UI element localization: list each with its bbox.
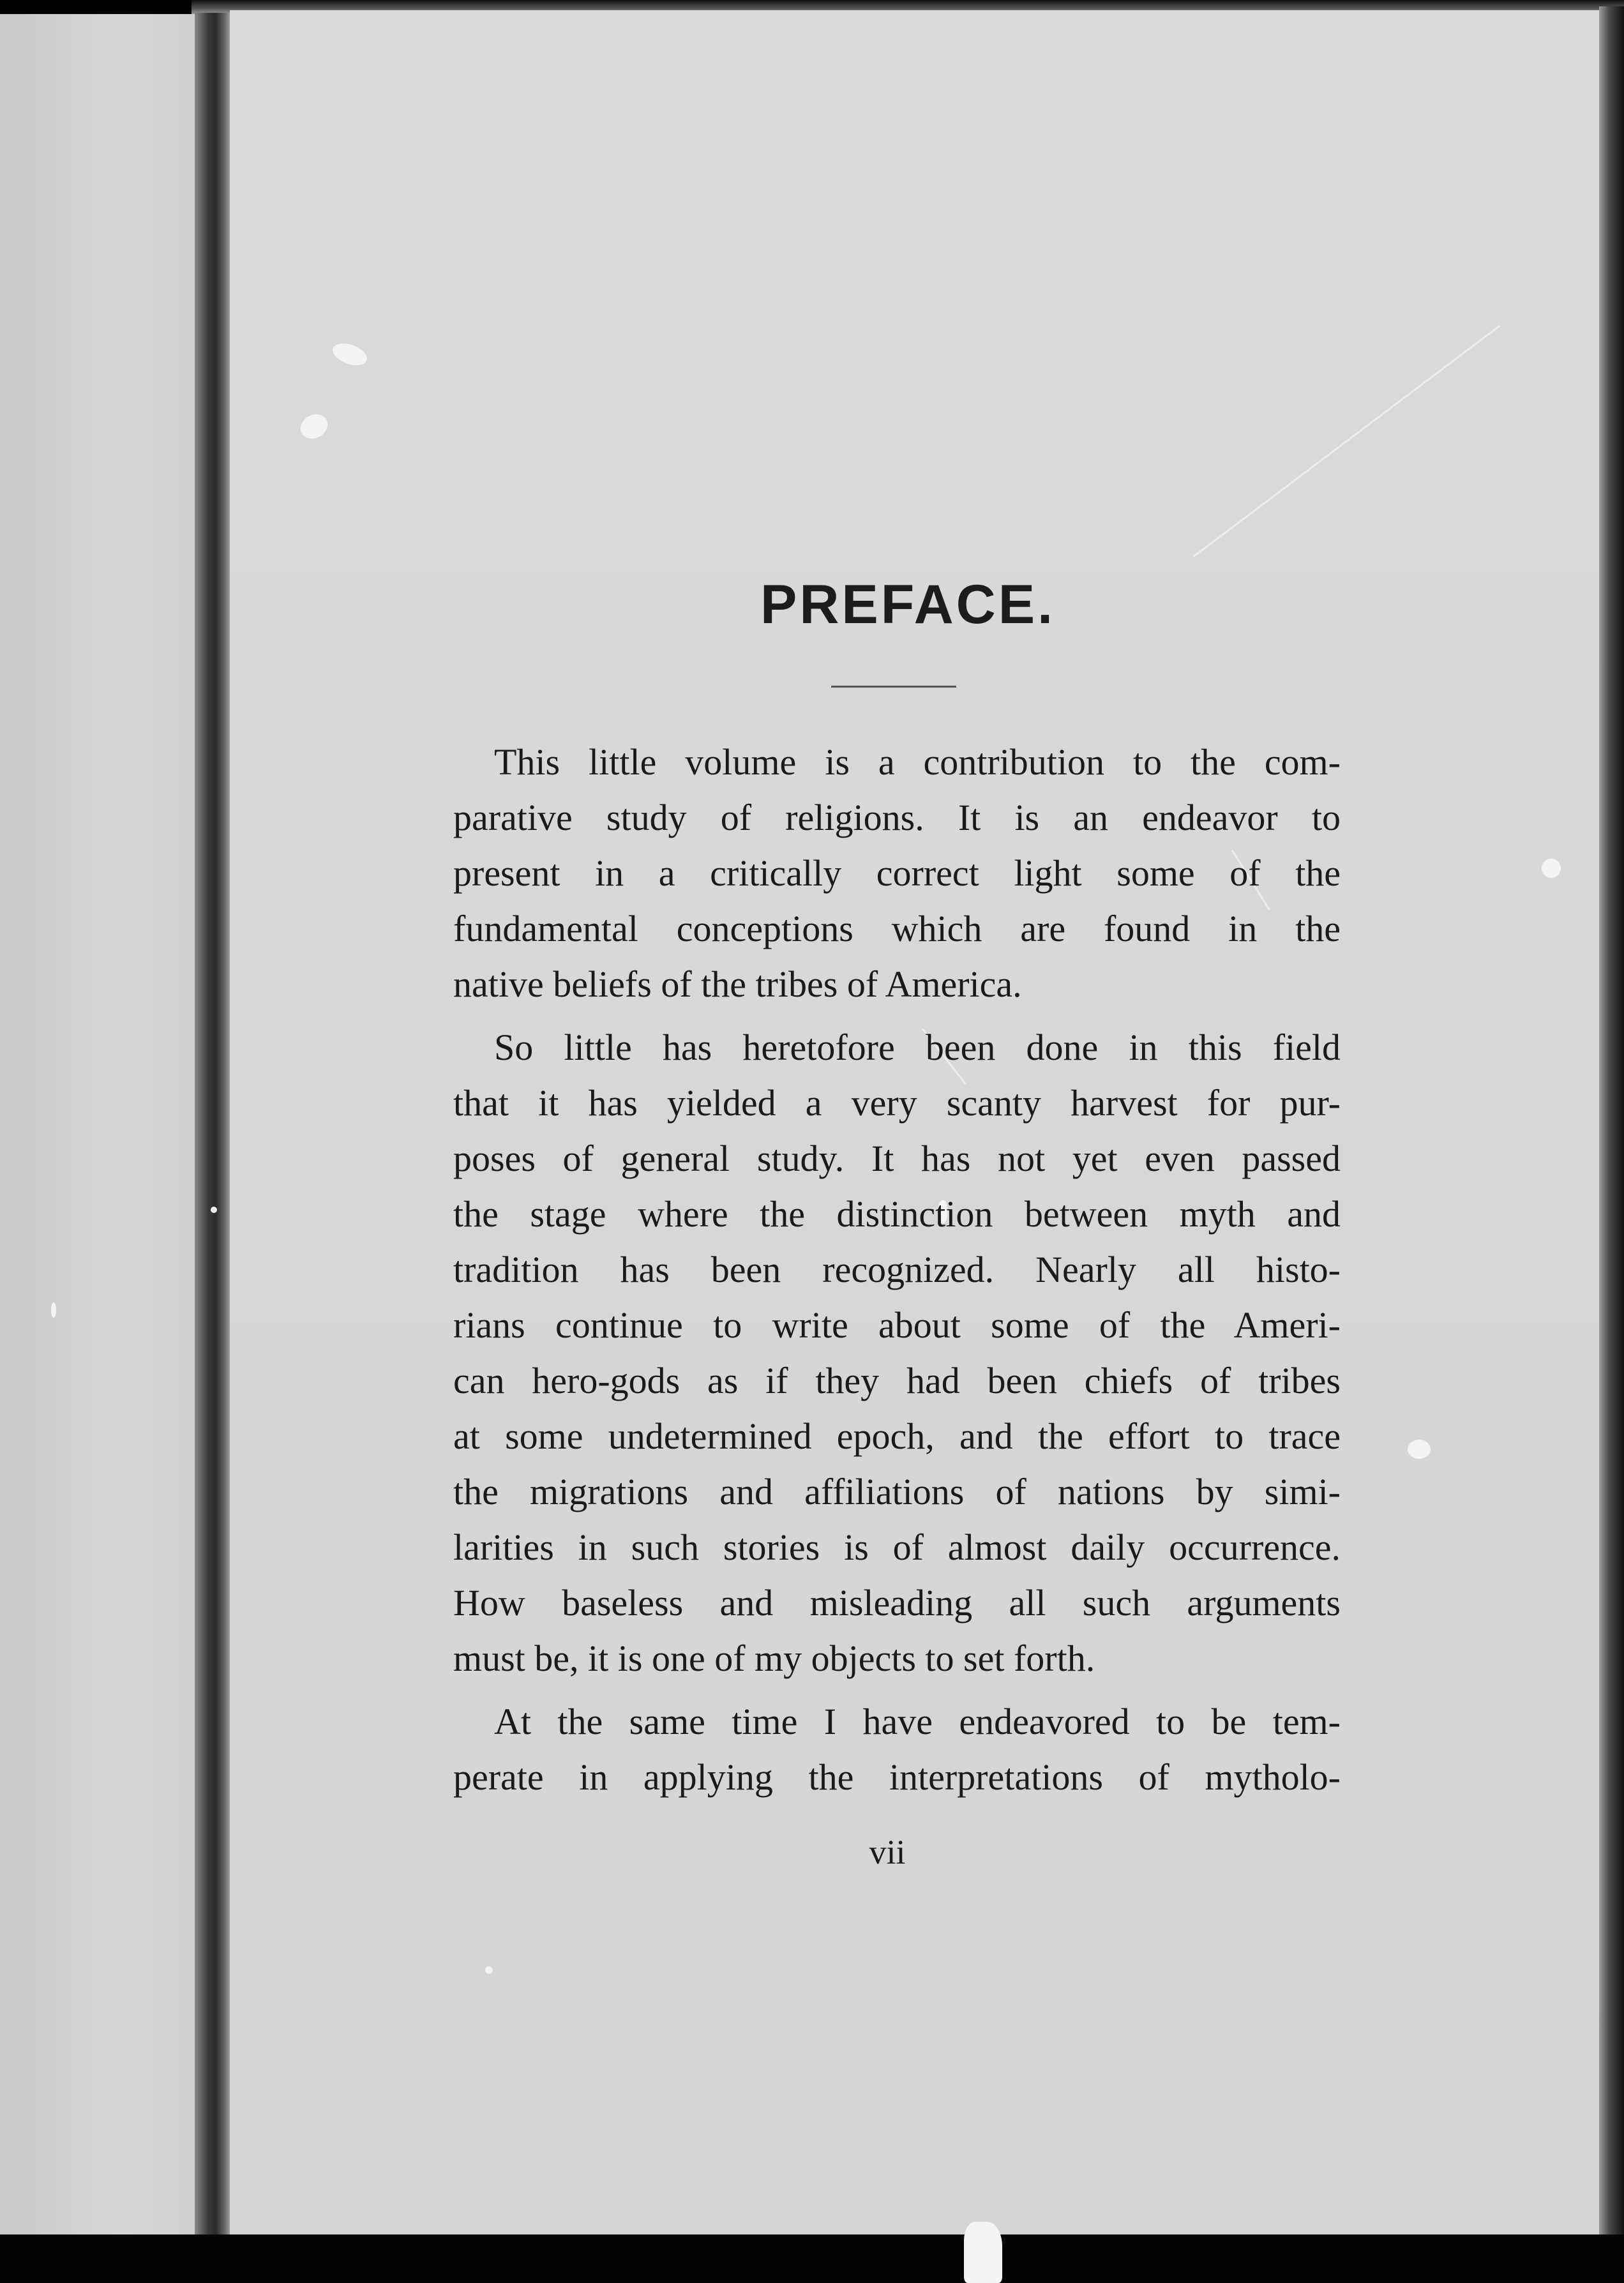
text-line: that it has yielded a very scanty harvest for pur- [453, 1082, 1341, 1124]
text-line: native beliefs of the tribes of America. [453, 963, 1022, 1005]
text-line: present in a critically correct light some of the [453, 852, 1341, 894]
text-line: must be, it is one of my objects to set forth. [453, 1638, 1095, 1679]
text-line: So little has heretofore been done in this field [494, 1027, 1341, 1068]
bottom-edge-shadow [0, 2234, 1624, 2283]
page-number: vii [869, 1833, 906, 1871]
dust-speck [1542, 859, 1561, 878]
text-line: At the same time I have endeavored to be tem- [494, 1701, 1341, 1742]
preface-body [453, 734, 1341, 1812]
dust-speck [211, 1207, 217, 1213]
facing-page-leaf [0, 14, 201, 2236]
book-gutter [195, 13, 233, 2238]
paragraph-2 [453, 1020, 1341, 1686]
paragraph-1 [453, 734, 1341, 1012]
text-line: perate in applying the interpretations of mytholo- [453, 1756, 1341, 1798]
text-line: larities in such stories is of almost daily occurrence. [453, 1526, 1341, 1568]
text-line: the migrations and affiliations of nations by simi- [453, 1471, 1341, 1512]
text-line: This little volume is a contribution to the com- [494, 741, 1341, 783]
text-line: at some undetermined epoch, and the effort to trace [453, 1415, 1341, 1457]
text-line: can hero-gods as if they had been chiefs of tribes [453, 1360, 1341, 1401]
dust-speck [1408, 1440, 1431, 1459]
text-line: poses of general study. It has not yet even passed [453, 1138, 1341, 1179]
text-line: the stage where the distinction between myth and [453, 1193, 1341, 1235]
page-title: PREFACE. [760, 574, 1056, 635]
dust-speck [51, 1302, 56, 1318]
paragraph-3 [453, 1694, 1341, 1805]
page-right-edge [1599, 6, 1624, 2241]
text-line: How baseless and misleading all such arguments [453, 1582, 1341, 1624]
dust-speck [485, 1966, 493, 1974]
dust-speck [964, 2222, 1002, 2283]
text-line: parative study of religions. It is an endeavor to [453, 797, 1341, 838]
title-rule [831, 686, 956, 688]
text-line: fundamental conceptions which are found in the [453, 908, 1341, 949]
text-line: tradition has been recognized. Nearly all histo- [453, 1249, 1341, 1290]
text-line: rians continue to write about some of the Ameri- [453, 1304, 1341, 1346]
